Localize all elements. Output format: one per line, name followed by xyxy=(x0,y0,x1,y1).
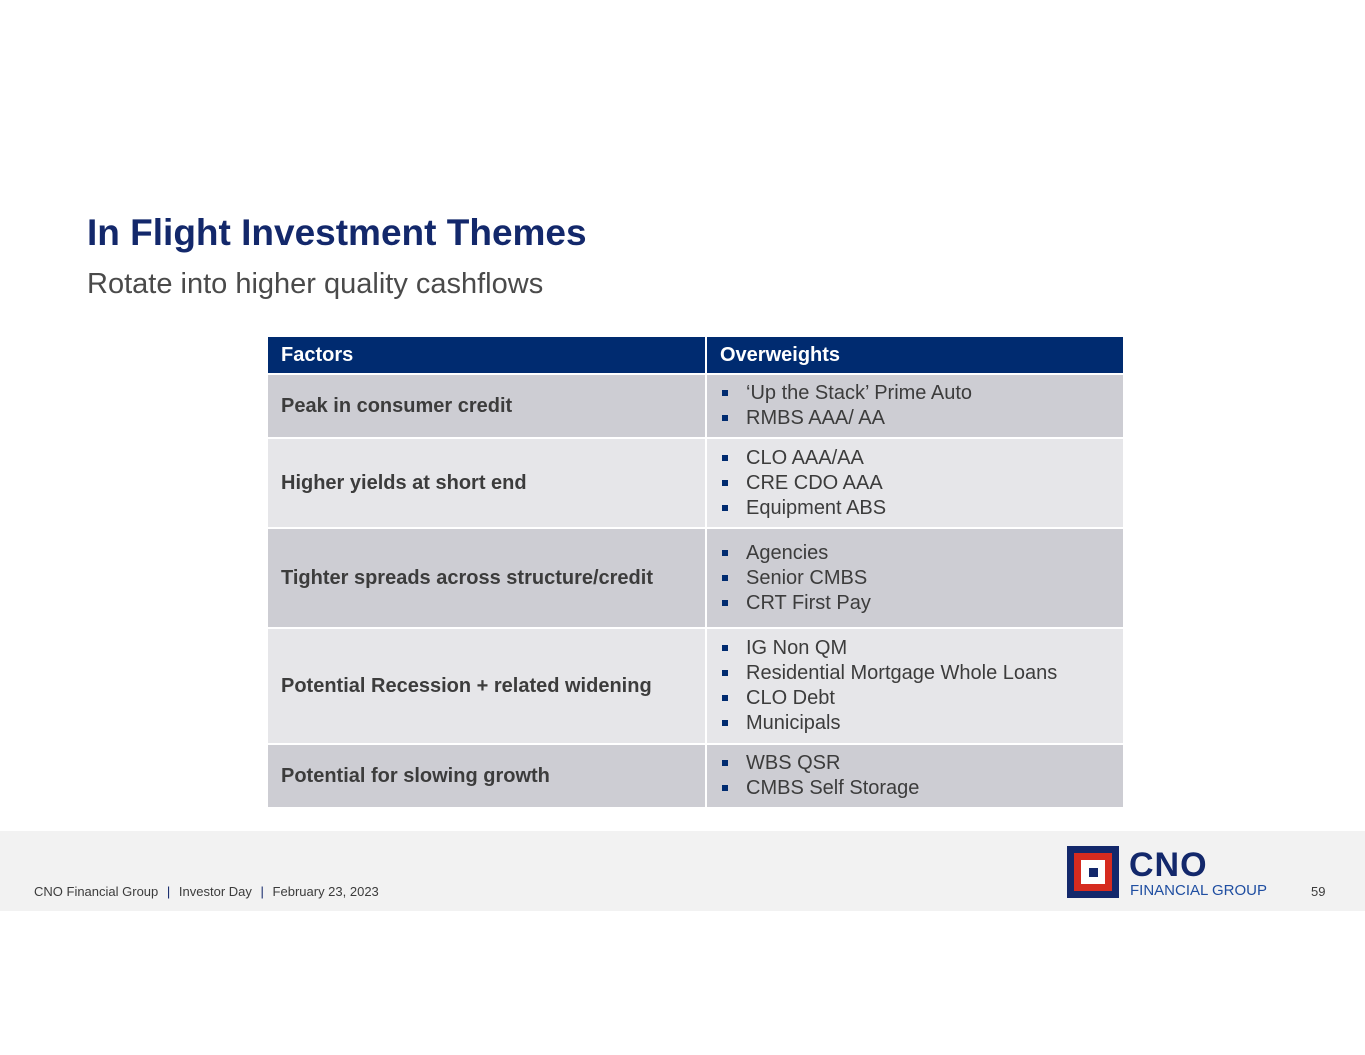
list-item: CLO Debt xyxy=(720,686,1110,711)
list-item: CRE CDO AAA xyxy=(720,471,1110,496)
overweights-list xyxy=(720,751,1110,801)
table-row xyxy=(267,628,1124,744)
footer-separator: | xyxy=(260,884,264,899)
overweights-list xyxy=(720,636,1110,736)
list-item: Residential Mortgage Whole Loans xyxy=(720,661,1110,686)
logo-wordmark: CNO xyxy=(1129,846,1208,884)
list-item: WBS QSR xyxy=(720,751,1110,776)
bullet-square-icon xyxy=(722,760,728,766)
bullet-square-icon xyxy=(722,390,728,396)
overweights-cell xyxy=(706,528,1124,628)
factor-cell: Higher yields at short end xyxy=(267,438,706,528)
bullet-square-icon xyxy=(722,720,728,726)
bullet-square-icon xyxy=(722,670,728,676)
overweights-list xyxy=(720,446,1110,521)
list-item: RMBS AAA/ AA xyxy=(720,406,1110,431)
overweights-cell xyxy=(706,744,1124,808)
overweights-cell xyxy=(706,374,1124,438)
list-item: Agencies xyxy=(720,541,1110,566)
table-row xyxy=(267,744,1124,808)
bullet-square-icon xyxy=(722,505,728,511)
slide-subtitle: Rotate into higher quality cashflows xyxy=(87,268,544,300)
overweights-cell xyxy=(706,628,1124,744)
table-header-row xyxy=(267,336,1124,374)
footer-text xyxy=(34,884,379,899)
list-item: CLO AAA/AA xyxy=(720,446,1110,471)
investment-themes-table xyxy=(266,335,1125,809)
list-item: Equipment ABS xyxy=(720,496,1110,521)
bullet-square-icon xyxy=(722,480,728,486)
overweights-list xyxy=(720,381,1110,431)
list-item: Municipals xyxy=(720,711,1110,736)
bullet-square-icon xyxy=(722,600,728,606)
bullet-square-icon xyxy=(722,455,728,461)
logo-subtitle: FINANCIAL GROUP xyxy=(1130,882,1267,899)
bullet-square-icon xyxy=(722,575,728,581)
bullet-square-icon xyxy=(722,785,728,791)
footer-event: Investor Day xyxy=(178,884,252,899)
bullet-square-icon xyxy=(722,550,728,556)
list-item: CMBS Self Storage xyxy=(720,776,1110,801)
footer-separator: | xyxy=(166,884,171,899)
factor-cell: Peak in consumer credit xyxy=(267,374,706,438)
list-item: IG Non QM xyxy=(720,636,1110,661)
footer-company: CNO Financial Group xyxy=(34,884,159,899)
factor-cell: Potential Recession + related widening xyxy=(267,628,706,744)
overweights-cell xyxy=(706,438,1124,528)
list-item: ‘Up the Stack’ Prime Auto xyxy=(720,381,1110,406)
header-factors: Factors xyxy=(267,336,706,374)
table-row xyxy=(267,528,1124,628)
bullet-square-icon xyxy=(722,645,728,651)
cno-logo-mark-icon xyxy=(1067,846,1119,898)
factor-cell: Tighter spreads across structure/credit xyxy=(267,528,706,628)
slide-title: In Flight Investment Themes xyxy=(87,212,587,253)
list-item: Senior CMBS xyxy=(720,566,1110,591)
list-item: CRT First Pay xyxy=(720,591,1110,616)
footer-date: February 23, 2023 xyxy=(272,884,379,899)
header-overweights: Overweights xyxy=(706,336,1124,374)
table-row xyxy=(267,438,1124,528)
page-number: 59 xyxy=(1311,884,1326,899)
bullet-square-icon xyxy=(722,695,728,701)
overweights-list xyxy=(720,541,1110,616)
table-row xyxy=(267,374,1124,438)
factor-cell: Potential for slowing growth xyxy=(267,744,706,808)
bullet-square-icon xyxy=(722,415,728,421)
